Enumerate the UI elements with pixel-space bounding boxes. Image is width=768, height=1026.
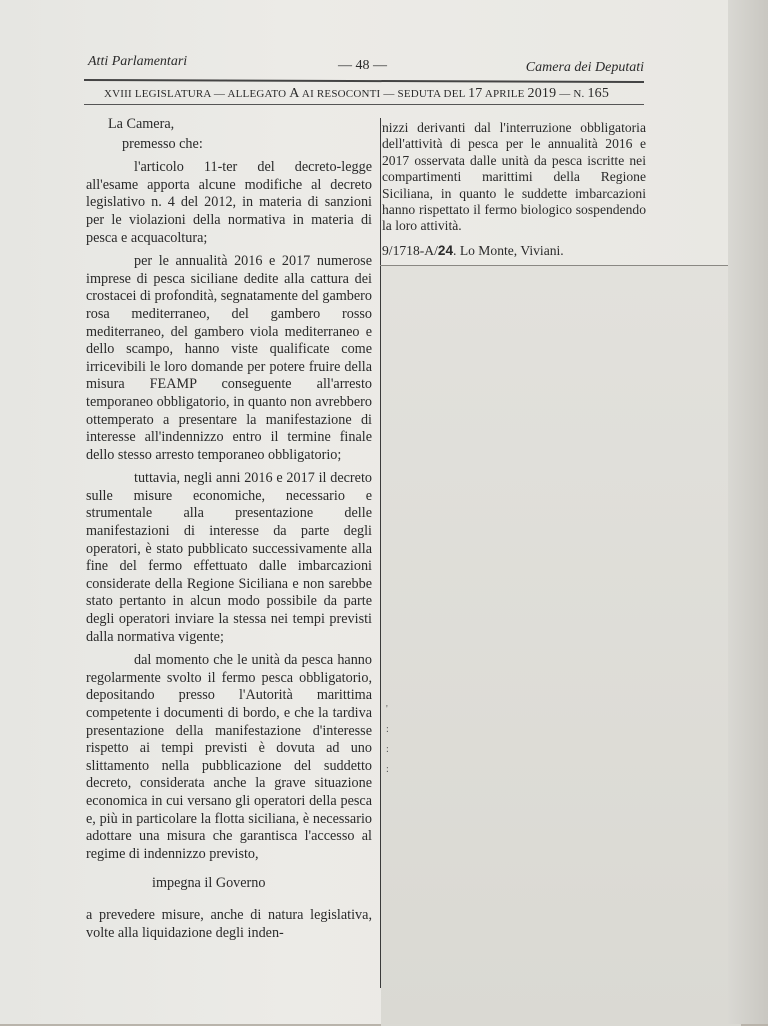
right-column	[380, 120, 646, 259]
subheader-number: 165	[587, 86, 610, 101]
paragraph-1: l'articolo 11-ter del decreto-legge all'esame apporta alcune modifiche al decreto legislativo n. 4 del 2012, in materia di sanzioni per le violazioni della normativa in materia di pesca e acquacoltura;	[86, 159, 372, 246]
signature-line	[382, 243, 646, 259]
left-column	[86, 116, 372, 942]
paragraph-4: dal momento che le unità da pesca hanno regolarmente svolto il fermo pesca obbligatorio, depositando presso l'Autorità marittima competente i documenti di bordo, e che la tardiva presentazione della manifestazione d'interesse rispetto ai tempi previsti è dovuta ad uno slittamento nella pubblicazione del suddetto decreto, considerata anche la grave situazione economica in cui versano gli operatori della pesca e, più in particolare la flotta siciliana, è necessario adottare una misura che garantisca l'accesso al regime di indennizzo previsto,	[86, 652, 372, 862]
opening-line: La Camera,	[108, 116, 175, 132]
header-right: Camera dei Deputati	[525, 60, 644, 75]
header-rule	[84, 79, 644, 83]
subheader-date: 17	[468, 86, 483, 101]
subheader	[104, 86, 644, 102]
subheader-part3: APRILE	[484, 88, 525, 100]
sig-names: . Lo Monte, Viviani.	[453, 242, 564, 258]
subheader-part2: AI RESOCONTI — SEDUTA DEL	[301, 88, 466, 100]
subheader-part1: XVIII LEGISLATURA — ALLEGATO	[104, 88, 287, 100]
premesso-line: premesso che:	[122, 135, 203, 152]
pasted-edge	[380, 265, 740, 266]
paragraph-3: tuttavia, negli anni 2016 e 2017 il decreto sulle misure economiche, necessario e strumentale alla presentazione delle manifestazioni di interesse da parte degli operatori, è stato pubblicato successivamente alla fine del fermo effettuato dalle imbarcazioni considerate della Regione Siciliana e non sarebbe stato pertanto in alcun modo possibile da parte degli operatori inviare la stessa nei tempi previsti dalla normativa vigente;	[86, 470, 372, 645]
paragraph-2: per le annualità 2016 e 2017 numerose imprese di pesca siciliane dedite alla cattura dei crostacei di profondità, segnatamente del gambero rosa mediterraneo, del gambero rosso mediterraneo, del gambero viola mediterraneo e dello scampo, hanno viste qualificate come irricevibili le loro domande per potere fruire della misura FEAMP conseguente all'arresto temporaneo obbligatorio, in quanto non avrebbero ottemperato a presentare la manifestazione di interesse all'indennizzo entro il termine finale dello stesso arresto temporaneo obbligatorio;	[86, 253, 373, 463]
subheader-year: 2019	[527, 86, 557, 101]
subheader-part4: — N.	[559, 88, 585, 100]
pasted-blank-area	[381, 266, 741, 1026]
sig-code: 9/1718-A/	[382, 242, 438, 258]
margin-marks: ' : : :	[386, 704, 389, 775]
right-paragraph: nizzi derivanti dal l'interruzione obbligatoria dell'attività di pesca per le annualità 2016 e 2017 osservata dalle unità da pesca iscritte nei compartimenti marittimi della Regione Siciliana, in quanto le suddette imbarcazioni hanno rispettato il fermo biologico sospendendo la loro attività.	[382, 120, 646, 234]
impegna-line: impegna il Governo	[152, 875, 266, 892]
sig-number: 24	[437, 242, 454, 258]
page-number: — 48 —	[338, 58, 387, 73]
header-left: Atti Parlamentari	[88, 54, 188, 69]
subheader-rule	[84, 104, 644, 105]
final-paragraph: a prevedere misure, anche di natura legislativa, volte alla liquidazione degli inden-	[86, 906, 372, 941]
page-header	[88, 54, 644, 78]
background-edge	[728, 0, 768, 1024]
subheader-letter: A	[289, 86, 300, 101]
